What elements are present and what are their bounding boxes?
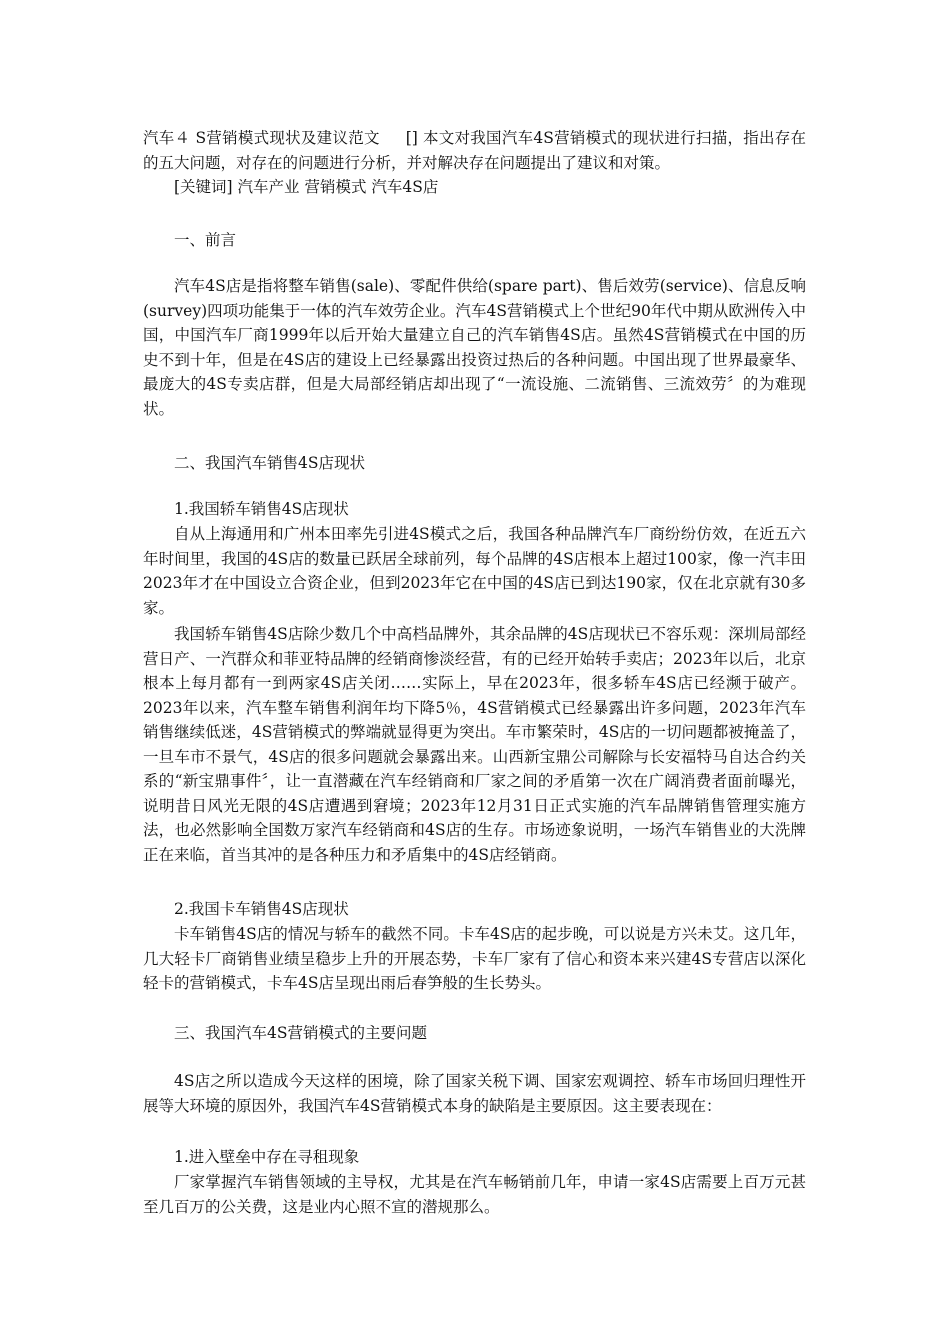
section-2-paragraph-1: 自从上海通用和广州本田率先引进4S模式之后，我国各种品牌汽车厂商纷纷仿效，在近五六年时间里，我国的4S店的数量已跃居全球前列，每个品牌的4S店根本上超过100家，像一汽丰田2023年才在中国设立合资企业，但到2023年它在中国的4S店已到达190家，仅在北京就有30多家。: [143, 525, 806, 617]
section-3-paragraph-2: 厂家掌握汽车销售领域的主导权，尤其是在汽车畅销前几年，申请一家4S店需要上百万元甚至几百万的公关费，这是业内心照不宣的潜规那么。: [143, 1173, 806, 1216]
section-2-subheading-2: 2.我国卡车销售4S店现状: [174, 900, 349, 918]
section-2-heading: 二、我国汽车销售4S店现状: [174, 454, 365, 472]
section-1-heading: 一、前言: [174, 231, 237, 249]
title-abstract-paragraph: [143, 126, 806, 175]
section-2-subheading-1: 1.我国轿车销售4S店现状: [174, 500, 349, 518]
section-3-subheading-1: 1.进入壁垒中存在寻租现象: [174, 1148, 360, 1166]
abstract-text: [] 本文对我国汽车4S营销模式的现状进行扫描，指出存在的五大问题，对存在的问题进行分析，并对解决存在问题提出了建议和对策。: [143, 129, 807, 172]
section-3-heading: 三、我国汽车4S营销模式的主要问题: [174, 1024, 427, 1042]
section-2-paragraph-3: 卡车销售4S店的情况与轿车的截然不同。卡车4S店的起步晚，可以说是方兴未艾。这几年，几大轻卡厂商销售业绩呈稳步上升的开展态势，卡车厂家有了信心和资本来兴建4S专营店以深化轻卡的营销模式，卡车4S店呈现出雨后春笋般的生长势头。: [143, 925, 806, 992]
doc-title: 汽车４ S营销模式现状及建议范文: [143, 129, 380, 147]
section-3-paragraph-1: 4S店之所以造成今天这样的困境，除了国家关税下调、国家宏观调控、轿车市场回归理性开展等大环境的原因外，我国汽车4S营销模式本身的缺陷是主要原因。这主要表现在：: [143, 1072, 806, 1115]
section-1-paragraph: 汽车4S店是指将整车销售(sale)、零配件供给(spare part)、售后效劳(service)、信息反响(survey)四项功能集于一体的汽车效劳企业。汽车4S营销模式上个世纪90年代中期从欧洲传入中国，中国汽车厂商1999年以后开始大量建立自己的汽车销售4S店。虽然4S营销模式在中国的历史不到十年，但是在4S店的建设上已经暴露出投资过热后的各种问题。中国出现了世界最豪华、最庞大的4S专卖店群，但是大局部经销店却出现了“一流设施、二流销售、三流效劳〞的为难现状。: [143, 277, 806, 418]
section-2-paragraph-2: 我国轿车销售4S店除少数几个中高档品牌外，其余品牌的4S店现状已不容乐观：深圳局部经营日产、一汽群众和菲亚特品牌的经销商惨淡经营，有的已经开始转手卖店；2023年以后，北京根本上每月都有一到两家4S店关闭……实际上，早在2023年，很多轿车4S店已经濒于破产。2023年以来，汽车整车销售利润年均下降5％，4S营销模式已经暴露出许多问题，2023年汽车销售继续低迷，4S营销模式的弊端就显得更为突出。车市繁荣时，4S店的一切问题都被掩盖了，一旦车市不景气，4S店的很多问题就会暴露出来。山西新宝鼎公司解除与长安福特马自达合约关系的“新宝鼎事件〞，让一直潜藏在汽车经销商和厂家之间的矛盾第一次在广阔消费者面前曝光，说明昔日风光无限的4S店遭遇到窘境；2023年12月31日正式实施的汽车品牌销售管理实施方法，也必然影响全国数万家汽车经销商和4S店的生存。市场迹象说明，一场汽车销售业的大洗牌正在来临，首当其冲的是各种压力和矛盾集中的4S店经销商。: [143, 625, 806, 864]
keywords-line: [关键词] 汽车产业 营销模式 汽车4S店: [174, 178, 439, 196]
